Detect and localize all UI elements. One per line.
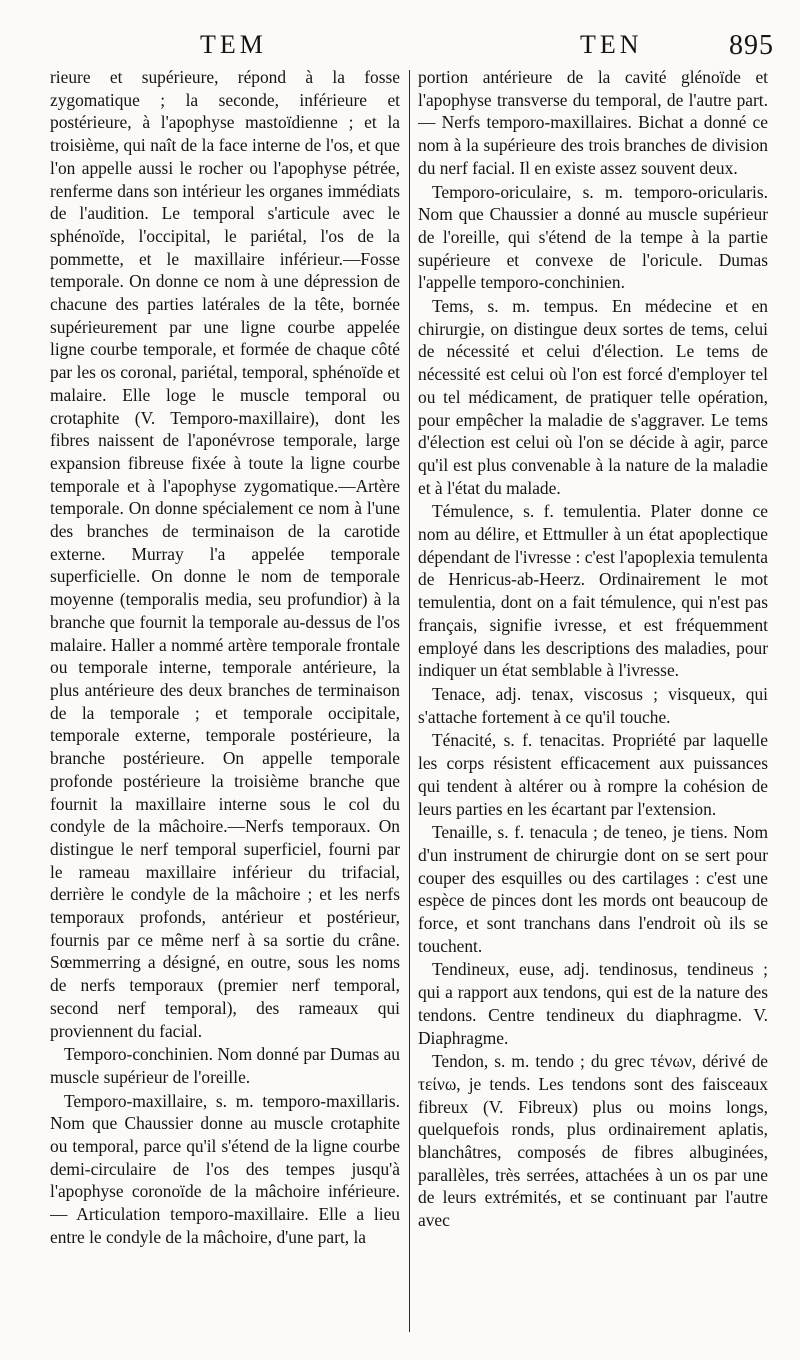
entry-temporo-conchinien: Temporo-conchinien. Nom donné par Dumas au muscle supérieur de l'oreille.: [50, 1044, 400, 1087]
header-left-word: TEM: [200, 30, 267, 59]
entry-tems: Tems, s. m. tempus. En médecine et en chirurgie, on distingue deux sortes de tems, celui de nécessité et celui d'élection. Le tems de nécessité est celui où l'on est forcé d'employer tel ou tel médicament, de pratiquer telle opération, pour empêcher la maladie de s'aggraver. Le tems d'élection est celui où l'on se décide à agir, parce qu'il est plus convenable à la nature de la maladie et à l'état du malade.: [418, 296, 768, 498]
entry-tenace: Tenace, adj. tenax, viscosus ; visqueux, qui s'attache fortement à ce qu'il touche.: [418, 683, 768, 727]
paragraph-temporal-continued: rieure et supérieure, répond à la fosse zygomatique ; la seconde, inférieure et postérieure, à l'apophyse mastoïdienne ; et la troisième, qui naît de la face interne de l'os, et que l'on appelle aussi le rocher ou l'apophyse pétrée, renferme dans son intérieur les organes immédiats de l'audition. Le temporal s'articule avec le sphénoïde, l'occipital, le pariétal, l'os de la pommette, et le maxillaire inférieur.—Fosse temporale. On donne ce nom à une dépression de chacune des parties latérales de la tête, bornée supérieurement par une ligne courbe appelée ligne courbe temporale, et formée de chaque côté par les os coronal, pariétal, temporal, sphénoïde et malaire. Elle loge le muscle temporal ou crotaphite (V. Temporo-maxillaire), dont les fibres naissent de l'aponévrose temporale, large expansion fibreuse fixée à toute la ligne courbe temporale et à l'apophyse zygomatique.—Artère temporale. On donne spécialement ce nom à l'une des branches de terminaison de la carotide externe. Murray l'a appelée temporale superficielle. On donne le nom de temporale moyenne (temporalis media, seu profundior) à la branche que fournit la temporale au-dessus de l'os malaire. Haller a nommé artère temporale frontale ou temporale interne, temporale antérieure, la plus antérieure des deux branches de terminaison de la temporale ; et temporale occipitale, temporale externe, temporale postérieure, la branche postérieure. On appelle temporale profonde postérieure la troisième branche que fournit la maxillaire interne sous le col du condyle de la mâchoire.—Nerfs temporaux. On distingue le nerf temporal superficiel, fourni par le rameau maxillaire inférieur du trifacial, derrière le condyle de la mâchoire ; et les nerfs temporaux profonds, antérieur et postérieur, fournis par ce même nerf à sa sortie du crâne. Sœmmerring a désigné, en outre, sous les noms de nerfs temporaux (premier nerf temporal, second nerf temporal), des rameaux qui proviennent du facial.: [50, 67, 400, 1041]
paragraph-articulation-continued: portion antérieure de la cavité glénoïde et l'apophyse transverse du temporal, de l'autre part.— Nerfs temporo-maxillaires. Bichat a donné ce nom à la supérieure des trois branches de division du nerf facial. Il en existe assez souvent deux.: [418, 67, 768, 178]
column-divider: [409, 70, 410, 1332]
entry-tenaille: Tenaille, s. f. tenacula ; de teneo, je tiens. Nom d'un instrument de chirurgie dont on se sert pour couper des esquilles ou des cartilages : c'est une espèce de pinces dont les mords ont beaucoup de force, et sont tranchans dans l'endroit où ils se touchent.: [418, 822, 768, 956]
entry-temulence: Témulence, s. f. temulentia. Plater donne ce nom au délire, et Ettmuller à un état apoplectique dépendant de l'ivresse : c'est l'apoplexia temulenta de Henricus-ab-Heerz. Ordinairement le mot temulentia, dont on a fait témulence, qui n'est pas français, signifie ivresse, et est fréquemment employé dans les descriptions des maladies, pour indiquer un état semblable à l'ivresse.: [418, 501, 768, 681]
running-header: [40, 26, 780, 66]
page-number: 895: [729, 30, 774, 61]
left-column: [50, 66, 400, 1336]
entry-temporo-maxillaire: Temporo-maxillaire, s. m. temporo-maxillaris. Nom que Chaussier donne au muscle crotaphite ou temporal, parce qu'il s'étend de la ligne courbe demi-circulaire de l'os des tempes jusqu'à l'apophyse coronoïde de la mâchoire inférieure. — Articulation temporo-maxillaire. Elle a lieu entre le condyle de la mâchoire, d'une part, la: [50, 1090, 400, 1247]
header-right-word: TEN: [580, 30, 643, 59]
entry-tendon: Tendon, s. m. tendo ; du grec τένων, dérivé de τείνω, je tends. Les tendons sont des faisceaux fibreux (V. Fibreux) plus ou moins longs, quelquefois ronds, plus ordinairement aplatis, blanchâtres, composés de fibres albuginées, parallèles, très serrées, attachées à un os par une de leurs extrémités, et se continuant par l'autre avec: [418, 1051, 768, 1231]
entry-tenacite: Ténacité, s. f. tenacitas. Propriété par laquelle les corps résistent efficacement aux puissances qui tendent à altérer ou à rompre la cohésion de leurs parties en les écartant par l'extension.: [418, 730, 768, 819]
right-column: [418, 66, 768, 1336]
entry-tendineux: Tendineux, euse, adj. tendinosus, tendineus ; qui a rapport aux tendons, qui est de la nature des tendons. Centre tendineux du diaphragme. V. Diaphragme.: [418, 959, 768, 1048]
entry-temporo-oriculaire: Temporo-oriculaire, s. m. temporo-oricularis. Nom que Chaussier a donné au muscle supérieur de l'oreille, qui s'étend de la tempe à la partie supérieure et convexe de l'oricule. Dumas l'appelle temporo-conchinien.: [418, 181, 768, 293]
